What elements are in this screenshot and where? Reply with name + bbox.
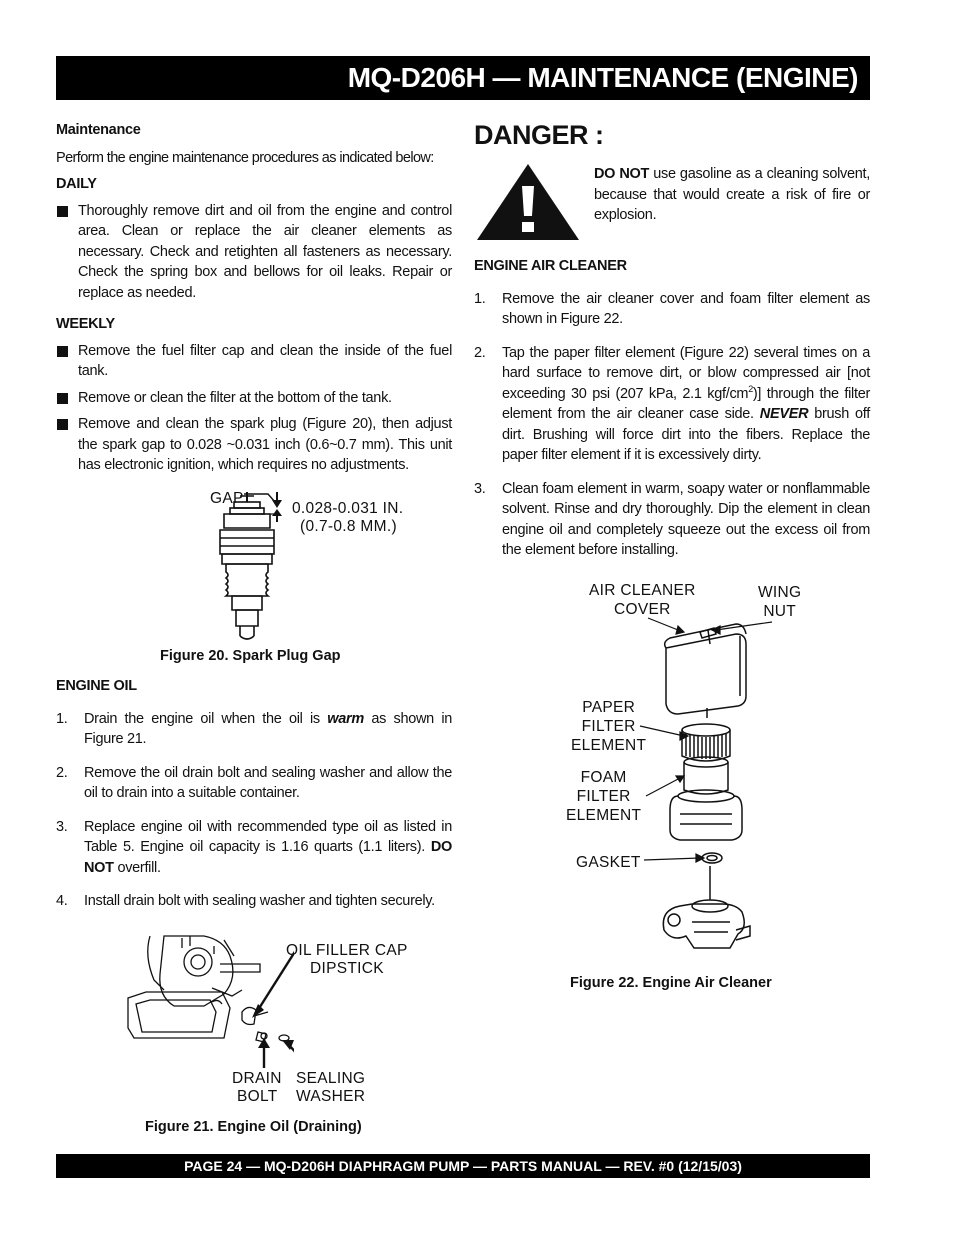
step-number: 1. xyxy=(474,290,486,307)
gap-arrows xyxy=(240,488,300,524)
weekly-item-text: Remove and clean the spark plug (Figure 20), then adjust the spark gap to 0.028 ~0.031 inch (0.6~0.7 mm). This unit has electronic ignition, which requires no adjustments. xyxy=(78,416,452,473)
danger-message: use gasoline as a cleaning solvent, because that would create a risk of fire or explosion. xyxy=(594,166,870,223)
engine-oil-step xyxy=(56,817,452,879)
weekly-item xyxy=(56,341,452,382)
label-line: FILTER xyxy=(581,718,636,735)
weekly-item-text: Remove the fuel filter cap and clean the inside of the fuel tank. xyxy=(78,342,452,379)
daily-item xyxy=(56,201,452,304)
engine-oil-heading: ENGINE OIL xyxy=(56,678,137,694)
bullet-square-icon xyxy=(57,419,68,430)
danger-text xyxy=(594,164,870,226)
daily-item-text: Thoroughly remove dirt and oil from the engine and control area. Clean or replace the air cleaner elements as necessary. Check and retighten all fasteners as necessary. Check the spring box and bellows for oil leaks. Repair or replace as needed. xyxy=(78,202,452,301)
weekly-item-text: Remove or clean the filter at the bottom of the tank. xyxy=(78,389,392,406)
step-text: Remove the air cleaner cover and foam filter element as shown in Figure 22. xyxy=(502,290,870,327)
weekly-heading: WEEKLY xyxy=(56,316,115,332)
step-number: 2. xyxy=(56,764,68,781)
step-number: 2. xyxy=(474,344,486,361)
air-cleaner-step xyxy=(474,343,870,466)
sealing-label: SEALING xyxy=(296,1070,366,1087)
foam-filter-label xyxy=(566,768,641,825)
gap-label: GAP xyxy=(210,490,244,507)
weekly-item xyxy=(56,414,452,476)
figure-22-caption: Figure 22. Engine Air Cleaner xyxy=(570,975,772,991)
label-line: PAPER xyxy=(582,699,636,716)
page-title: MQ-D206H — MAINTENANCE (ENGINE) xyxy=(56,56,870,100)
warning-triangle-icon xyxy=(475,162,581,242)
engine-oil-step xyxy=(56,891,452,912)
label-line: NUT xyxy=(763,603,797,620)
drain-label: DRAIN xyxy=(232,1070,282,1087)
step-emphasis: NEVER xyxy=(759,406,809,422)
gasket-label: GASKET xyxy=(576,854,641,871)
step-text: Tap the paper filter element (Figure 22) several times on a hard surface to remove dirt, or blow compressed air [not exceeding 30 psi (207 kPa, 2.1 kgf/cm xyxy=(502,344,870,402)
label-line: ELEMENT xyxy=(571,737,647,754)
air-cleaner-section xyxy=(474,256,870,561)
air-cleaner-heading: ENGINE AIR CLEANER xyxy=(474,258,627,274)
step-text-end: as shown in Figure 21. xyxy=(84,710,453,747)
label-line: FILTER xyxy=(576,788,631,805)
engine-oil-section xyxy=(56,676,452,912)
step-text-mid: )] through the filter element from the air cleaner case side. xyxy=(502,385,870,422)
step-text-end: overfill. xyxy=(113,859,161,876)
superscript: 2 xyxy=(748,383,753,394)
step-number: 3. xyxy=(474,480,486,497)
bullet-square-icon xyxy=(57,206,68,217)
label-line: AIR CLEANER xyxy=(589,582,696,599)
engine-oil-step xyxy=(56,709,452,750)
step-text-end: brush off dirt. Brushing will force dirt into the fibers. Replace the paper filter element if it is excessively dirty. xyxy=(502,406,870,463)
label-line: FOAM xyxy=(580,769,627,786)
dipstick-label: DIPSTICK xyxy=(310,960,384,977)
maintenance-intro: Perform the engine maintenance procedures as indicated below: xyxy=(56,149,434,166)
step-text: Remove the oil drain bolt and sealing washer and allow the oil to drain into a suitable container. xyxy=(84,764,452,801)
daily-heading: DAILY xyxy=(56,176,97,192)
figure-20-caption: Figure 20. Spark Plug Gap xyxy=(160,648,341,664)
engine-oil-step xyxy=(56,763,452,804)
danger-title: DANGER : xyxy=(474,120,604,150)
danger-bold: DO NOT xyxy=(594,166,650,182)
label-line: ELEMENT xyxy=(566,807,642,824)
bolt-label: BOLT xyxy=(237,1088,278,1105)
step-number: 3. xyxy=(56,818,68,835)
paper-filter-label xyxy=(571,698,646,755)
figure-21-caption: Figure 21. Engine Oil (Draining) xyxy=(145,1119,362,1135)
label-line: WING xyxy=(758,584,802,601)
air-cleaner-step xyxy=(474,289,870,330)
oil-filler-cap-label: OIL FILLER CAP xyxy=(286,942,408,959)
maintenance-heading: Maintenance xyxy=(56,122,141,138)
step-emphasis: warm xyxy=(327,710,364,727)
gap-value-mm: (0.7-0.8 MM.) xyxy=(300,518,397,535)
step-number: 1. xyxy=(56,710,68,727)
page-footer: PAGE 24 — MQ-D206H DIAPHRAGM PUMP — PARTS MANUAL — REV. #0 (12/15/03) xyxy=(56,1154,870,1178)
gap-value-in: 0.028-0.031 IN. xyxy=(292,500,404,517)
step-number: 4. xyxy=(56,893,68,909)
step-text: Drain the engine oil when the oil is xyxy=(84,710,328,727)
label-line: COVER xyxy=(614,601,671,618)
left-column xyxy=(56,120,452,476)
bullet-square-icon xyxy=(57,346,68,357)
weekly-item xyxy=(56,388,452,409)
washer-label: WASHER xyxy=(296,1088,366,1105)
air-cleaner-step xyxy=(474,479,870,561)
engine-oil-illustration xyxy=(124,932,294,1068)
bullet-square-icon xyxy=(57,393,68,404)
air-cleaner-cover-label xyxy=(589,581,696,619)
step-bold: DO NOT xyxy=(84,839,452,876)
step-text: Install drain bolt with sealing washer and tighten securely. xyxy=(84,893,435,909)
step-text: Replace engine oil with recommended type oil as listed in Table 5. Engine oil capacity is 1.16 quarts (1.1 liters). xyxy=(84,818,452,855)
wing-nut-label xyxy=(758,583,801,621)
step-text: Clean foam element in warm, soapy water or nonflammable solvent. Rinse and dry thoroughly. Dip the element in clean engine oil and completely squeeze out the excess oil from the element before installing. xyxy=(502,480,870,558)
